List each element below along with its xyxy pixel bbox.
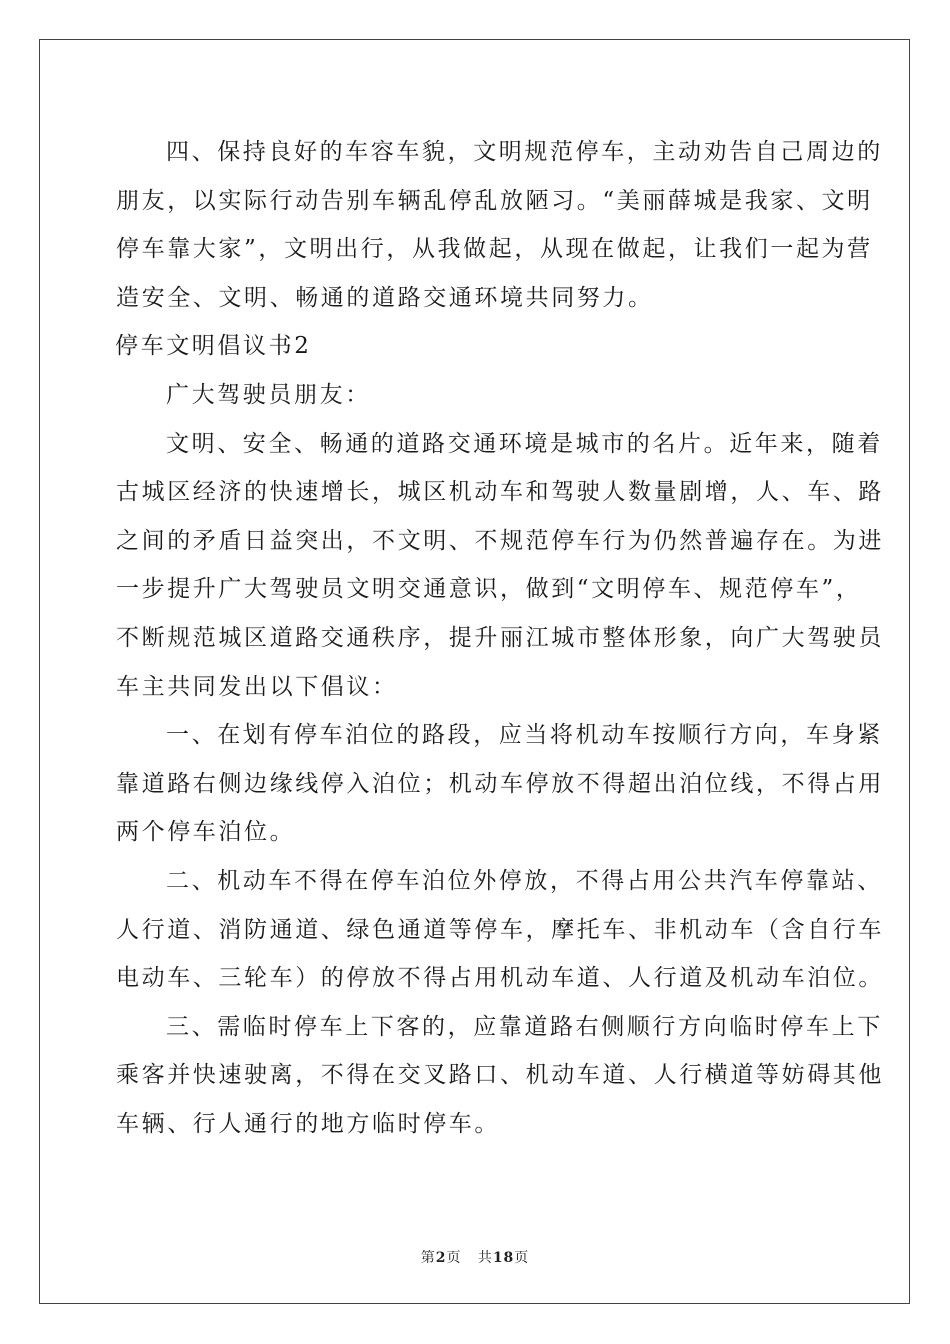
page-prefix: 第 <box>420 1250 436 1266</box>
page-suffix: 页 <box>446 1250 462 1266</box>
text-line: 古城区经济的快速增长，城区机动车和驾驶人数量剧增，人、车、路 <box>116 479 884 506</box>
document-body <box>115 128 884 1148</box>
text-line: 车辆、行人通行的地方临时停车。 <box>116 1110 500 1137</box>
text-line: 人行道、消防通道、绿色通道等停车，摩托车、非机动车（含自行车 <box>116 916 884 943</box>
text-line: 一、在划有停车泊位的路段，应当将机动车按顺行方向，车身紧 <box>166 722 883 749</box>
text-line: 车主共同发出以下倡议： <box>116 673 398 700</box>
paragraph-item-four <box>116 128 883 322</box>
total-suffix: 页 <box>514 1250 530 1266</box>
text-line: 四、保持良好的车容车貌，文明规范停车，主动劝告自己周边的 <box>166 139 883 165</box>
text-line: 文明、安全、畅通的道路交通环境是城市的名片。近年来，随着 <box>166 430 883 457</box>
text-line: 两个停车泊位。 <box>116 819 296 846</box>
paragraph-item-three <box>116 1003 884 1149</box>
text-line: 之间的矛盾日益突出，不文明、不规范停车行为仍然普遍存在。为进 <box>116 527 884 554</box>
salutation: 广大驾驶员朋友： <box>166 381 371 408</box>
text-line: 二、机动车不得在停车泊位外停放，不得占用公共汽车停靠站、 <box>166 867 883 894</box>
text-line: 一步提升广大驾驶员文明交通意识，做到“文明停车、规范停车”， <box>116 576 862 603</box>
paragraph-intro <box>116 420 884 712</box>
total-pages: 18 <box>492 1250 515 1266</box>
page-number: 2 <box>435 1250 447 1266</box>
paragraph-item-two <box>116 857 884 1003</box>
text-line: 靠道路右侧边缘线停入泊位；机动车停放不得超出泊位线，不得占用 <box>116 770 884 797</box>
text-line: 电动车、三轮车）的停放不得占用机动车道、人行道及机动车泊位。 <box>116 965 884 992</box>
total-prefix: 共 <box>477 1250 493 1266</box>
text-line: 造安全、文明、畅通的道路交通环境共同努力。 <box>116 284 654 311</box>
text-line: 不断规范城区道路交通秩序，提升丽江城市整体形象，向广大驾驶员 <box>116 624 884 651</box>
text-line: 停车靠大家”，文明出行，从我做起，从现在做起，让我们一起为营 <box>116 236 873 263</box>
text-line: 三、需临时停车上下客的，应靠道路右侧顺行方向临时停车上下 <box>166 1013 883 1040</box>
page-footer <box>0 1247 950 1267</box>
text-line: 乘客并快速驶离，不得在交叉路口、机动车道、人行横道等妨碍其他 <box>116 1062 884 1089</box>
section-title: 停车文明倡议书2 <box>115 333 312 360</box>
paragraph-item-one <box>116 711 884 857</box>
text-line: 朋友，以实际行动告别车辆乱停乱放陋习。“美丽薛城是我家、文明 <box>116 187 873 214</box>
